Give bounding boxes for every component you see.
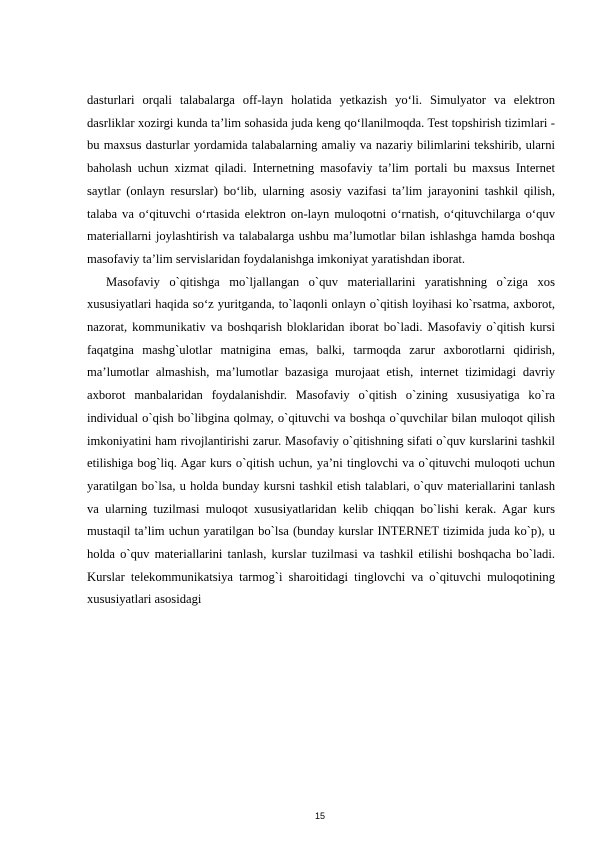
page-number: 15 — [314, 811, 325, 821]
body-text — [87, 89, 555, 611]
paragraph-continued: dasturlari orqali talabalarga off-layn holatida yetkazish yo‘li. Simulyator va elektron dasrliklar xozirgi kunda ta’lim sohasida juda keng qo‘llanilmoqda. Test topshirish tizimlari - bu maxsus dasturlar yordamida talabalarning amaliy va nazariy bilimlarini tekshirib, ularni baholash uchun xizmat qiladi. Internetning masofaviy ta’lim portali bu maxsus Internet saytlar (onlayn resurslar) bo‘lib, ularning asosiy vazifasi ta’lim jarayonini tashkil qilish, talaba va o‘qituvchi o‘rtasida elektron on-layn muloqotni o‘rnatish, o‘qituvchilarga o‘quv materiallarni joylashtirish va talabalarga ushbu ma’lumotlar bilan ishlashga hamda boshqa masofaviy ta’lim servislaridan foydalanishga imkoniyat yaratishdan iborat. — [87, 93, 555, 266]
paragraph: Masofaviy o`qitishga mo`ljallangan o`quv materiallarini yaratishning o`ziga xos xususiyatlari haqida so‘z yuritganda, to`laqonli onlayn o`qitish loyihasi ko`rsatma, axborot, nazorat, kommunikativ va boshqarish bloklaridan iborat bo`ladi. Masofaviy o`qitish kursi faqatgina mashg`ulotlar matnigina emas, balki, tarmoqda zarur axborotlarni qidirish, ma’lumotlar almashish, ma’lumotlar bazasiga murojaat etish, internet tizimidagi davriy axborot manbalaridan foydalanishdir. Masofaviy o`qitish o`zining xususiyatiga ko`ra individual o`qish bo`libgina qolmay, o`qituvchi va boshqa o`quvchilar bilan muloqot qilish imkoniyatini ham rivojlantirishi zarur. Masofaviy o`qitishning sifati o`quv kurslarini tashkil etilishiga bog`liq. Agar kurs o`qitish uchun, ya’ni tinglovchi va o`qituvchi muloqoti uchun yaratilgan bo`lsa, u holda bunday kursni tashkil etish talablari, o`quv materiallarini tanlash va ularning tuzilmasi muloqot xususiyatlaridan kelib chiqqan bo`lishi kerak. Agar kurs mustaqil ta’lim uchun yaratilgan bo`lsa (bunday kurslar INTERNET tizimida juda ko`p), u holda o`quv materiallarini tanlash, kurslar tuzilmasi va tashkil etilishi boshqacha bo`ladi. Kurslar telekommunikatsiya tarmog`i sharoitidagi tinglovchi va o`qituvchi muloqotining xususiyatlari asosidagi — [87, 274, 555, 607]
